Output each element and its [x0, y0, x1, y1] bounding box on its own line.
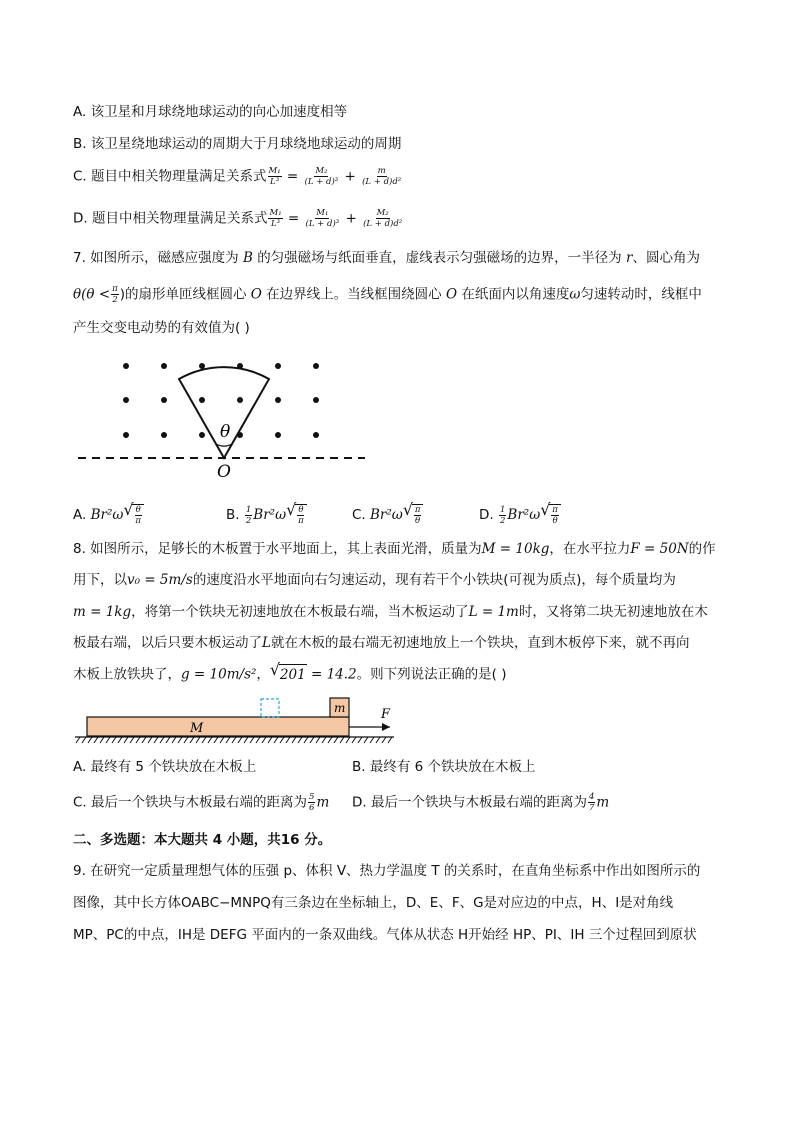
wooden-board [87, 717, 349, 736]
q9-line-2: 图像，其中长方体OABC−MNPQ有三条边在坐标轴上，D、E、F、G是对应边的中点，H、I是对角线 [73, 895, 674, 911]
q6-c-term2: $\frac{m}{\text{(L + d)d²}}$ [362, 166, 402, 187]
q8-option-d: D. 最后一个铁块与木板最右端的距离为 $\frac{4}{7}$ m [352, 792, 610, 813]
block-m-label: m [334, 701, 346, 715]
q7-line-1: 7. 如图所示，磁感应强度为 B 的匀强磁场与纸面垂直，虚线表示匀强磁场的边界，一半径为 r、圆心角为 [73, 250, 700, 266]
sector-loop [179, 367, 269, 458]
q6-c-term1: $\frac{\text{M₂}}{\text{(L + d)³}}$ [304, 166, 339, 187]
q9-line-1: 9. 在研究一定质量理想气体的压强 p、体积 V、热力学温度 T 的关系时，在直角坐标系中作出如图所示的 [73, 863, 701, 879]
q6-option-c-text: C. 题目中相关物理量满足关系式 [73, 168, 267, 185]
q7-line-2: θ(θ < $\frac{\pi}{2}$ )的扇形单匝线框圆心 O 在边界线上。当线框围绕圆心 O 在纸面内以角速度ω匀速转动时，线框中 [73, 284, 702, 305]
q6-option-c: C. 题目中相关物理量满足关系式 $\frac{\text{M₁}}{\text{L³}}$ = $\frac{\text{M₂}}{\text{(L + d)³}}$ + $\frac{m}{\text{(L + d)d²}}$ [73, 166, 402, 187]
q8-line-2: 用下，以v₀ = 5m/s的速度沿水平地面向右匀速运动，现有若干个小铁块(可视为质点)，每个质量均为 [73, 572, 676, 588]
q7-option-a: A. Br²ω √ $\frac{\theta}{\pi}$ [73, 504, 144, 526]
q7-option-c: C. Br²ω √ $\frac{\pi}{\theta}$ [352, 504, 423, 526]
q8-option-c: C. 最后一个铁块与木板最右端的距离为 $\frac{5}{6}$ m [73, 792, 330, 813]
q6-c-lhs: $\frac{\text{M₁}}{\text{L³}}$ [268, 166, 281, 187]
ground-hatching [76, 737, 392, 743]
force-arrow-head [382, 723, 390, 731]
q8-option-b: B. 最终有 6 个铁块放在木板上 [352, 759, 536, 775]
q8-option-a: A. 最终有 5 个铁块放在木板上 [73, 759, 257, 775]
q6-d-term1: $\frac{\text{M₁}}{\text{(L + d)³}}$ [305, 208, 340, 229]
q6-option-d: D. 题目中相关物理量满足关系式 $\frac{\text{M₁}}{\text{L³}}$ = $\frac{\text{M₁}}{\text{(L + d)³}}$ + $\frac{\text{M₂}}{\text{(L + d)d²}}$ [73, 208, 403, 229]
q8-figure [72, 694, 402, 746]
board-M-label: M [190, 721, 204, 736]
q6-d-term2: $\frac{\text{M₂}}{\text{(L + d)d²}}$ [363, 208, 403, 229]
q8-line-4: 板最右端，以后只要木板运动了L就在木板的最右端无初速地放上一个铁块，直到木板停下来，就不再向 [73, 635, 690, 651]
q7-option-b: B. $\frac{1}{2}$ Br²ω √ $\frac{\theta}{\pi}$ [226, 504, 307, 526]
theta-arc [216, 444, 232, 446]
q6-option-a: A. 该卫星和月球绕地球运动的向心加速度相等 [73, 104, 348, 120]
dashed-iron-block [261, 699, 279, 717]
q7-line-3: 产生交变电动势的有效值为( ) [73, 320, 250, 336]
q6-option-d-text: D. 题目中相关物理量满足关系式 [73, 210, 268, 227]
q8-line-1: 8. 如图所示，足够长的木板置于水平地面上，其上表面光滑，质量为M = 10kg，在水平拉力F = 50N的作 [73, 541, 716, 557]
q6-d-lhs: $\frac{\text{M₁}}{\text{L³}}$ [269, 208, 282, 229]
center-o-label: O [217, 462, 231, 482]
q8-line-5: 木板上放铁块了，g = 10m/s²，√ 201 = 14.2。则下列说法正确的是( ) [73, 664, 506, 685]
q9-line-3: MP、PC的中点，IH是 DEFG 平面内的一条双曲线。气体从状态 H开始经 HP、PI、IH 三个过程回到原状 [73, 927, 697, 943]
q6-option-b: B. 该卫星绕地球运动的周期大于月球绕地球运动的周期 [73, 136, 402, 152]
theta-label: θ [220, 422, 231, 442]
section-header-multi-choice: 二、多选题：本大题共 4 小题，共16 分。 [73, 832, 332, 848]
q8-line-3: m = 1kg，将第一个铁块无初速地放在木板最右端，当木板运动了L = 1m时，又将第二块无初速地放在木 [73, 604, 708, 620]
force-F-label: F [381, 707, 391, 722]
q7-figure [70, 350, 380, 490]
q7-option-d: D. $\frac{1}{2}$ Br²ω √ $\frac{\pi}{\theta}$ [479, 504, 561, 526]
